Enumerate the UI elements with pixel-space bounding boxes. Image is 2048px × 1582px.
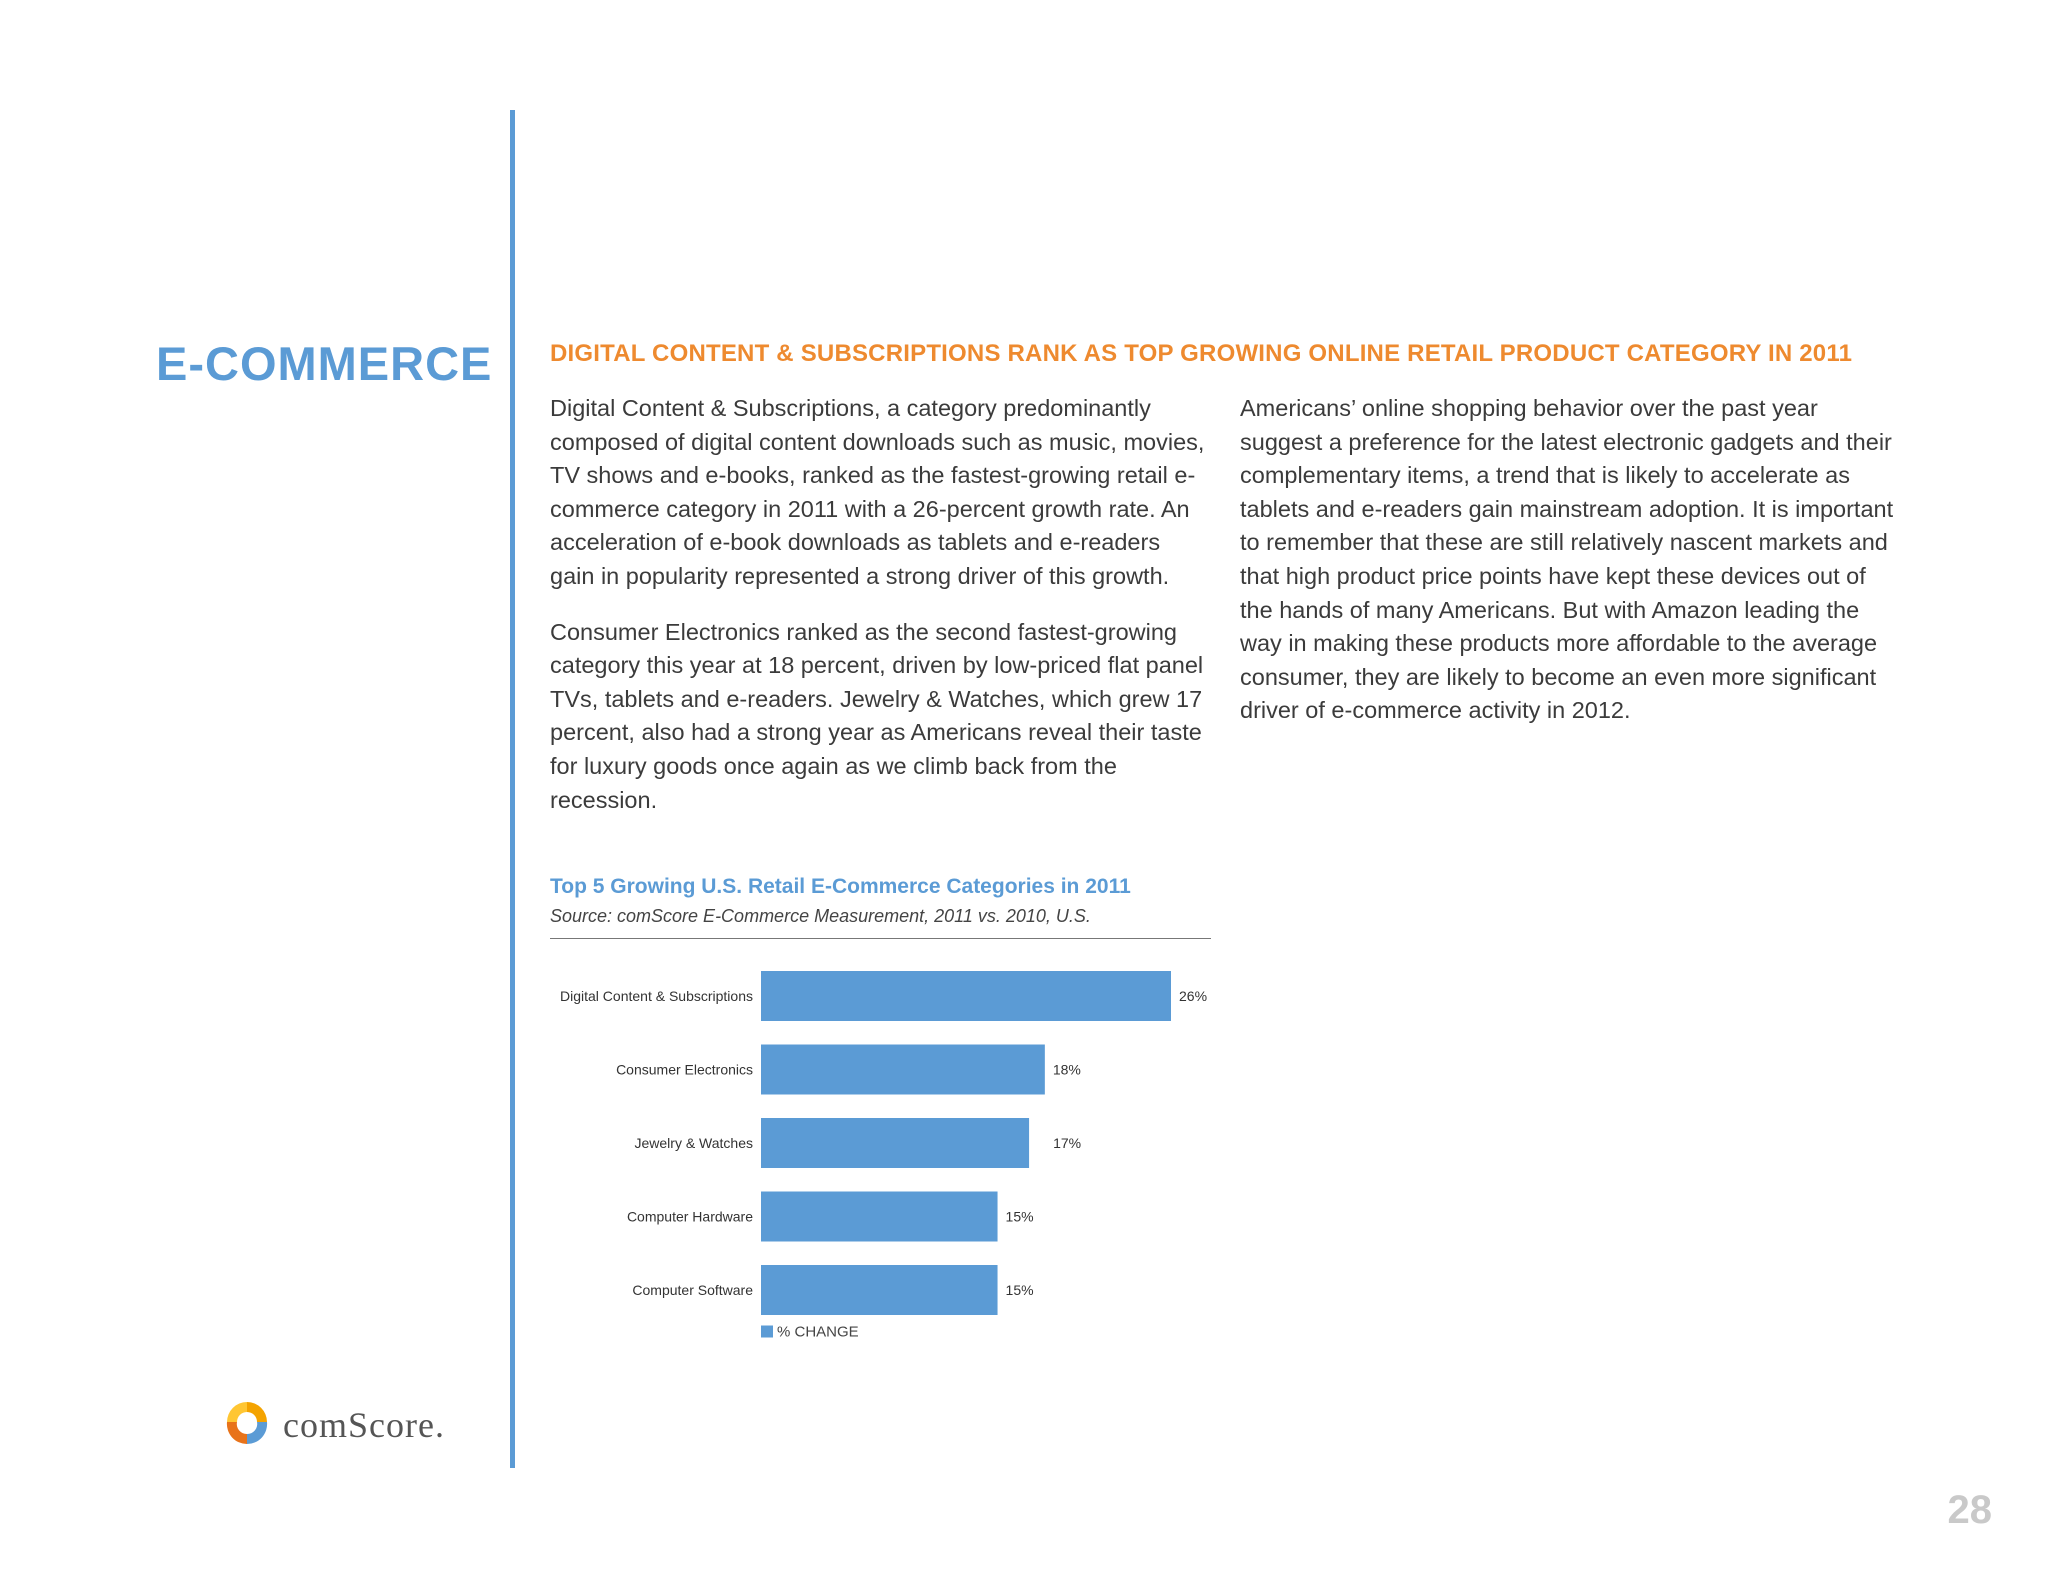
chart-source: Source: comScore E-Commerce Measurement, 2011 vs. 2010, U.S. (550, 906, 1091, 926)
headline: DIGITAL CONTENT & SUBSCRIPTIONS RANK AS TOP GROWING ONLINE RETAIL PRODUCT CATEGORY IN 2011 (550, 340, 1853, 367)
logo-text: comScore. (283, 1405, 445, 1445)
category-label: Computer Hardware (626, 1208, 753, 1225)
legend-label: % CHANGE (777, 1323, 859, 1341)
bar (761, 971, 1171, 1021)
page-number: 28 (1947, 1488, 1992, 1532)
value-label: 26% (1179, 988, 1208, 1004)
value-label: 15% (1005, 1282, 1034, 1298)
category-label: Computer Software (632, 1282, 753, 1298)
comscore-logo-icon (225, 1400, 269, 1446)
bar (761, 1192, 998, 1242)
value-label: 18% (1052, 1061, 1081, 1078)
bar (761, 1045, 1045, 1095)
bar (761, 1118, 1029, 1168)
right-paragraph-1: Americans’ online shopping behavior over the past year suggest a preference for the latest electronic gadgets and their complementary items, a trend that is likely to accelerate as tablets and e-readers gain mainstream adoption. It is important to remember that these are still relatively nascent markets and that high product price points have kept these devices out of the hands of many Americans. But with Amazon leading the way in making these products more affordable to the average consumer, they are likely to become an even more significant driver of e-commerce activity in 2012. (1240, 395, 1894, 724)
category-label: Jewelry & Watches (634, 1135, 753, 1151)
category-label: Digital Content & Subscriptions (560, 988, 753, 1004)
chart-title: Top 5 Growing U.S. Retail E-Commerce Categories in 2011 (550, 875, 1131, 898)
chart-title-rule (550, 938, 1211, 939)
vertical-divider (510, 110, 515, 1468)
legend-swatch (761, 1326, 773, 1338)
value-label: 15% (1005, 1208, 1034, 1225)
left-paragraph-2: Consumer Electronics ranked as the second fastest-growing category this year at 18 percent, driven by low-priced flat panel TVs, tablets and e-readers. Jewelry & Watches, which grew 17 percent, also had a strong year as Americans reveal their taste for luxury goods once again as we climb back from the recession. (550, 618, 1204, 813)
left-paragraph-1: Digital Content & Subscriptions, a category predominantly composed of digital content downloads such as music, movies, TV shows and e-books, ranked as the fastest-growing retail e-commerce category in 2011 with a 26-percent growth rate. An acceleration of e-book downloads as tablets and e-readers gain in popularity represented a strong driver of this growth. (550, 395, 1205, 589)
section-title: E-COMMERCE (156, 337, 493, 390)
bar (761, 1265, 998, 1315)
right-column (1240, 392, 1900, 750)
category-label: Consumer Electronics (616, 1061, 753, 1078)
left-column (550, 392, 1210, 839)
value-label: 17% (1053, 1135, 1082, 1151)
